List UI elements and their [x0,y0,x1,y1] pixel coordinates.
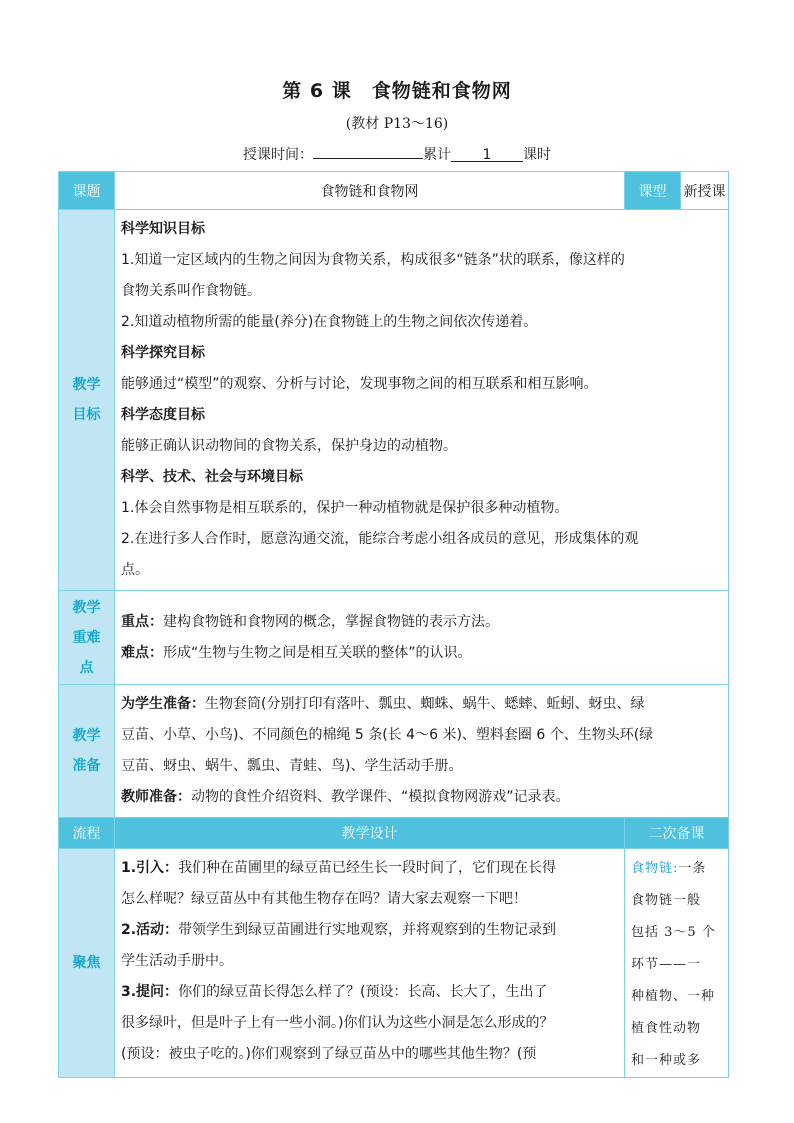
inquiry-title: 科学探究目标 [121,345,205,361]
attitude-title: 科学态度目标 [121,407,205,423]
goals-content [115,210,729,591]
page-title: 第 6 课 食物链和食物网 [282,80,512,102]
textbook-pages: (教材 P13～16) [345,116,449,132]
flow-header-row [59,818,729,849]
type-value: 新授课 [681,172,729,210]
intro-label: 1.引入： [121,860,179,876]
lesson-meta [0,144,794,164]
revision-note: 食物链:一条 食物链一般 包括 3～5 个 环节——一 种植物、一种 植食性动物 和一种或多 [625,849,729,1078]
attitude-item: 能够正确认识动物间的食物关系，保护身边的动植物。 [121,438,457,454]
hours-label: 课时 [523,147,551,163]
knowledge-item-2: 2.知道动植物所需的能量(养分)在食物链上的生物之间依次传递着。 [121,314,538,330]
ask-label: 3.提问： [121,984,179,1000]
flow-col-header: 流程 [59,818,115,849]
student-prep: 为学生准备：生物套筒(分别打印有落叶、瓢虫、蜘蛛、蜗牛、蟋蟀、蚯蚓、蚜虫、绿 [121,696,645,712]
focus-stage-row [59,849,729,1078]
key-point: 重点：建构食物链和食物网的概念，掌握食物链的表示方法。 [121,613,499,630]
prep-content: 为学生准备：生物套筒(分别打印有落叶、瓢虫、蜘蛛、蜗牛、蟋蟀、蚯蚓、蚜虫、绿 豆苗、小草、小鸟)、不同颜色的棉绳 5 条(长 4～6 米)、塑料套圈 6 个、生物头环(绿 豆苗、蚜虫、蜗牛、瓢虫、青蛙、鸟)、学生活动手册。 教师准备：动物的食性介绍资料、教学课件、“模拟食物网游戏”记录表。 [115,685,729,818]
sts-item-2a: 2.在进行多人合作时，愿意沟通交流，能综合考虑小组各成员的意见，形成集体的观 [121,531,639,547]
activity-label: 2.活动： [121,922,179,938]
focus-stage-content: 1.引入：我们种在苗圃里的绿豆苗已经生长一段时间了，它们现在长得 怎么样呢？绿豆苗丛中有其他生物存在吗？请大家去观察一下吧！ 2.活动：带领学生到绿豆苗圃进行实地观察，并将观察到的生物记录到 学生活动手册中。 3.提问：你们的绿豆苗长得怎么样了？(预设：长高、长大了，生出了 很多绿叶，但是叶子上有一些小洞。)你们认为这些小洞是怎么形成的？ (预设：被虫子吃的。)你们观察到了绿豆苗丛中的哪些其他生物？(预 [115,849,625,1078]
knowledge-title: 科学知识目标 [121,221,205,237]
teacher-prep: 教师准备：动物的食性介绍资料、教学课件、“模拟食物网游戏”记录表。 [121,789,570,805]
sts-title: 科学、技术、社会与环境目标 [121,469,303,485]
focus-row [59,591,729,685]
sts-item-2b: 点。 [121,562,149,578]
design-col-header: 教学设计 [115,818,625,849]
focus-stage-label: 聚焦 [59,849,115,1078]
hard-point: 难点：形成“生物与生物之间是相互关联的整体”的认识。 [121,644,472,661]
knowledge-item-1a: 1.知道一定区域内的生物之间因为食物关系，构成很多“链条”状的联系，像这样的 [121,252,625,268]
note-keyword: 食物链: [631,861,679,876]
time-label: 授课时间： [243,147,313,163]
topic-row [59,172,729,210]
total-label: 累计 [423,147,451,163]
time-blank [313,144,423,159]
topic-value: 食物链和食物网 [115,172,625,210]
revision-col-header: 二次备课 [625,818,729,849]
goals-label: 教学 目标 [59,210,115,591]
type-label: 课型 [625,172,681,210]
focus-label: 教学 重难 点 [59,591,115,685]
focus-content [115,591,729,685]
lesson-plan-table [58,171,729,1078]
prep-label: 教学 准备 [59,685,115,818]
prep-row [59,685,729,818]
sts-item-1: 1.体会自然事物是相互联系的，保护一种动植物就是保护很多种动植物。 [121,500,569,516]
inquiry-item: 能够通过“模型”的观察、分析与讨论，发现事物之间的相互联系和相互影响。 [121,376,598,392]
total-value: 1 [451,147,523,162]
knowledge-item-1b: 食物关系叫作食物链。 [121,283,261,299]
goals-row [59,210,729,591]
topic-label: 课题 [59,172,115,210]
